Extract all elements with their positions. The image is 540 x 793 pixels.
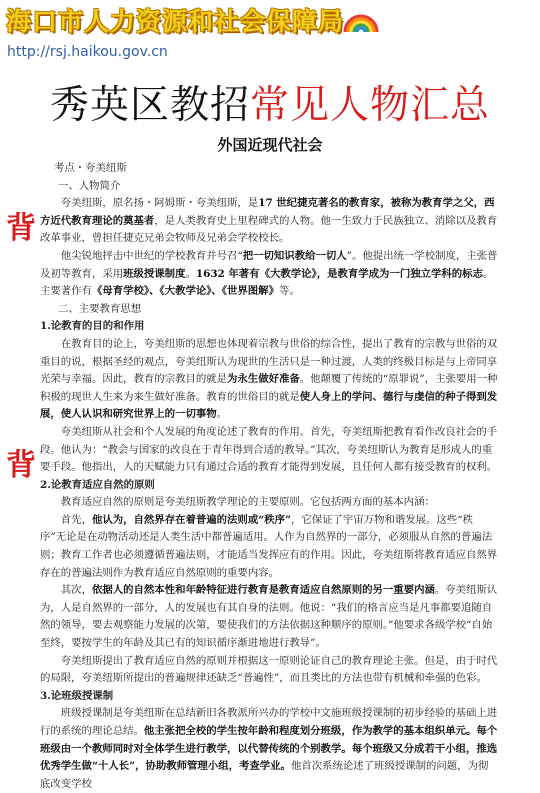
- text: 。主要著作有: [40, 267, 494, 298]
- text: 班级授课制是夸美纽斯在总结新旧各教派所兴办的学校中文施班级授课制的初步经验的基础上进行的系统的理论总结。: [40, 707, 498, 737]
- page-title: [0, 74, 540, 130]
- paragraph: [40, 582, 498, 652]
- heading-intro: 一、人物简介: [58, 179, 121, 192]
- page-title-prefix: 秀英区教招: [49, 83, 250, 128]
- section-title: 外国近现代社会: [217, 136, 323, 154]
- paragraph: 夸美纽斯从社会和个人发展的角度论述了教育的作用。首先，夸美纽斯把教育看作改良社会的手段。他认为：“教会与国家的改良在于青年得到合适的教导。”其次，夸美纽斯认为教育是形成人的重要手段。他指出，人的天赋能力只有通过合适的教育才能得到发展，且任何人都有接受教育的权利。: [40, 425, 498, 474]
- recite-badge: 背: [6, 211, 36, 246]
- document-body: [40, 160, 498, 793]
- paragraph: [40, 195, 498, 248]
- recite-badge: 背: [6, 448, 36, 483]
- text: 其次，: [60, 584, 92, 597]
- text: ，它保证了宇宙万物和谐发展。这些“秩序”无论是在动物活动还是人类生活中都普遍适用。人作为自然界的一部分，必须服从自然的普遍法则；教育工作者也必须遵循普遍法则，才能适当发挥应有的作用。因此，夸美纽斯将教育适应自然界存在的普遍法则作为教育适应自然原则的重要内容。: [40, 513, 498, 579]
- text: 等。: [278, 285, 300, 298]
- paragraph: [40, 336, 498, 424]
- site-title: 海口市人力资源和社会保障局: [6, 7, 345, 36]
- emphasis: 《母育学校》、《大教学论》、《世界图解》: [91, 285, 279, 298]
- paragraph: [40, 705, 498, 793]
- heading-purpose: 1.论教育的目的和作用: [40, 320, 145, 333]
- emphasis: 1632 年著有《大教学论》，是教育学成为一门独立学科的标志: [195, 267, 483, 280]
- emphasis: 17 世纪捷克著名的教育家，被称为教育学之父，西方近代教育理论的奠基者: [40, 197, 495, 227]
- emphasis: 把一切知识教给一切人: [242, 249, 347, 262]
- text: 他尖锐地抨击中世纪的学校教育并号召“: [60, 249, 243, 262]
- text: 。: [216, 408, 228, 421]
- emphasis: 依据人的自然本性和年龄特征进行教育是教育适应自然原则的另一重要内涵: [91, 584, 435, 597]
- topic-heading: 考点・夸美纽斯: [54, 162, 127, 174]
- site-url: http://rsj.haikou.gov.cn: [7, 44, 168, 60]
- rainbow-icon: [342, 10, 380, 34]
- paragraph: 夸美纽斯提出了教育适应自然的原则并根据这一原则论证自己的教育理论主张。但是，由于时代的局限，夸美纽斯所提出的普遍规律还缺乏“普遍性”，而且类比的方法也带有机械和牵强的色彩。: [40, 654, 498, 685]
- text: 在教育目的论上，夸美纽斯的思想也体现着宗教与世俗的综合性，提出了教育的宗教与世俗的双重目的说，根据圣经的观点，夸美纽斯认为现世的生活只是一种过渡，人类的终极目标是与上帝同享光荣与幸福。因此，教育的宗教目的就是: [40, 337, 498, 386]
- text: 。夸美纽斯认为，人是自然界的一部分，人的发展也有其自身的法则。他说：“我们的格言应当是凡事都要追随自然的领导，要去观察能力发展的次第，要使我们的方法依据这种顺序的原则。”他要求各级学校“自始至终，要按学生的年龄及其已有的知识循序渐进地进行教导”。: [40, 584, 498, 650]
- emphasis: 他认为，自然界存在着普遍的法则或“秩序”: [91, 513, 291, 526]
- page-title-highlight: 常见人物汇总: [250, 83, 491, 128]
- text: ，是人类教育史上里程碑式的人物。他一生致力于民族独立、消除以及教育改革事业，曾担任捷克兄弟会牧师及兄弟会学校校长。: [40, 214, 498, 245]
- emphasis: 班级授课制度: [123, 267, 186, 280]
- paragraph: 教育适应自然的原则是夸美纽斯教学理论的主要原则。它包括两方面的基本内涵：: [60, 496, 435, 509]
- emphasis: 为永生做好准备: [227, 373, 300, 386]
- heading-nature: 2.论教育适应自然的原则: [40, 478, 155, 491]
- paragraph: [40, 248, 498, 301]
- emphasis: 他主张把全校的学生按年龄和程度划分班级，作为教学的基本组织单元。每个班级由一个教师同时对全体学生进行教学，以代替传统的个别教学。每个班级又分成若干小组，推选优秀学生做“十人长”，协助教师管理小组，考查学业。: [40, 725, 498, 773]
- text: 。他颠覆了传统的“原罪说”，主张要用一种积极的现世人生来为来生做好准备。教育的世俗目的就是: [40, 373, 498, 403]
- text: 他首次系统论述了班级授课制的问题，为彻底改变学校: [40, 760, 489, 790]
- paragraph: [40, 512, 498, 582]
- text: ”。他提出统一学校制度，主张普及初等教育，采用: [40, 249, 498, 280]
- text: 。: [185, 267, 196, 280]
- heading-thought: 二、主要教育思想: [58, 302, 142, 315]
- heading-class: 3.论班级授课制: [40, 689, 114, 702]
- emphasis: 使人身上的学问、德行与虔信的种子得到发展，使人认识和研究世界上的一切事物: [40, 390, 498, 421]
- text: 首先，: [60, 513, 92, 526]
- text: 夸美纽斯，原名扬・阿姆斯・夸美纽斯，是: [60, 197, 259, 210]
